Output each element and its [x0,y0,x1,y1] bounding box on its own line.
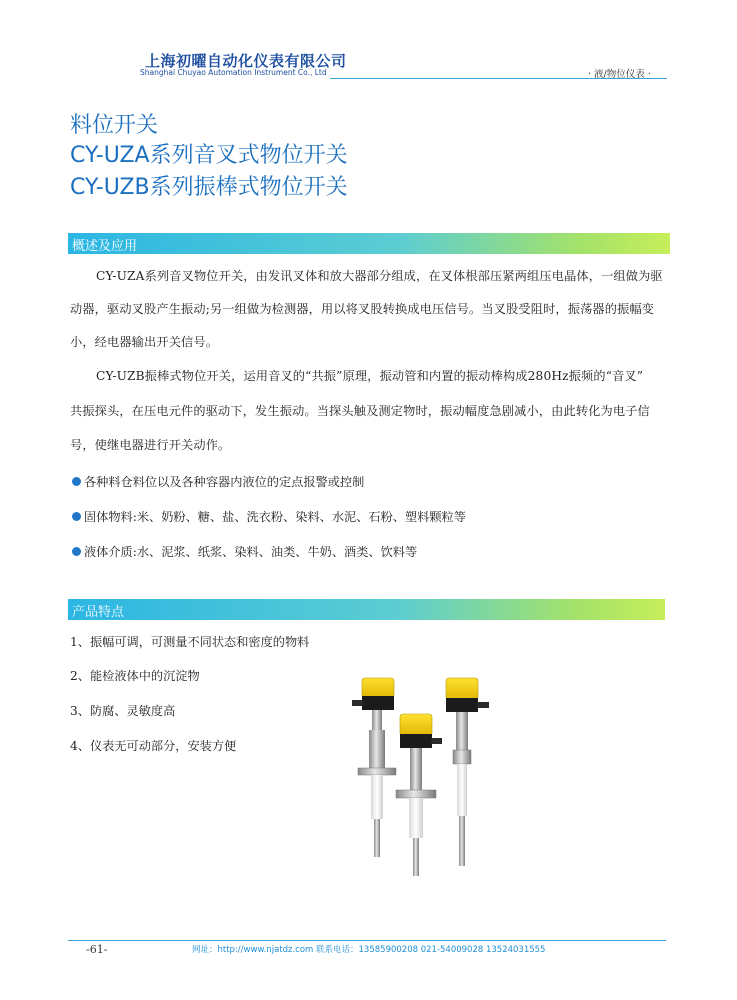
company-name-en: Shanghai Chuyao Automation Instrument Co., Ltd [140,68,327,77]
overview-p2-line: CY-UZB振棒式物位开关，运用音叉的“共振”原理，振动管和内置的振动棒构成280Hz振频的“音叉” [96,369,644,383]
product-photo [340,670,510,880]
page-title: 料位开关 [70,113,159,138]
product-title-uza: CY-UZA系列音叉式物位开关 [70,143,348,168]
section-heading-features: 产品特点 [72,605,125,620]
bullet-dot-icon [72,512,81,521]
application-bullet [72,473,364,490]
bullet-text: 各种料仓料位以及各种容器内液位的定点报警或控制 [84,475,365,489]
feature-item: 4、仪表无可动部分，安装方便 [70,739,237,753]
application-bullet [72,543,417,560]
section-heading-overview: 概述及应用 [72,239,138,254]
bullet-text: 固体物料:米、奶粉、糖、盐、洗衣粉、染料、水泥、石粉、塑料颗粒等 [84,510,466,524]
bullet-dot-icon [72,477,81,486]
overview-p1-line: 动器，驱动叉股产生振动;另一组做为检测器，用以将叉股转换成电压信号。当叉股受阻时，振荡器的振幅变 [70,302,655,316]
bullet-dot-icon [72,547,81,556]
page-number: -61- [86,943,108,956]
feature-item: 2、能检液体中的沉淀物 [70,669,200,683]
category-tag: · 液/物位仪表 · [588,69,651,80]
overview-p2-line: 共振探头，在压电元件的驱动下，发生振动。当探头触及测定物时，振动幅度急剧减小，由此转化为电子信 [70,404,650,418]
level-switch-middle [396,714,442,876]
overview-p2-line: 号，使继电器进行开关动作。 [70,438,231,452]
feature-item: 1、振幅可调，可测量不同状态和密度的物料 [70,635,310,649]
overview-p1-line: CY-UZA系列音叉物位开关，由发讯叉体和放大器部分组成，在叉体根部压紧两组压电晶体，一组做为驱 [96,269,663,283]
level-switch-left [352,678,396,857]
section-bar-overview [68,233,670,254]
footer-contact: 网址：http://www.njatdz.com 联系电话：13585900208 021-54009028 13524031555 [192,945,546,955]
level-switch-right [446,678,489,866]
feature-item: 3、防腐、灵敏度高 [70,704,176,718]
section-bar-features [68,599,665,620]
company-name-cn: 上海初曜自动化仪表有限公司 [145,52,347,70]
overview-p1-line: 小，经电器输出开关信号。 [70,335,219,349]
application-bullet [72,508,466,525]
bullet-text: 液体介质:水、泥浆、纸浆、染料、油类、牛奶、酒类、饮料等 [84,545,418,559]
footer-divider [68,940,666,941]
product-title-uzb: CY-UZB系列振棒式物位开关 [70,175,348,200]
